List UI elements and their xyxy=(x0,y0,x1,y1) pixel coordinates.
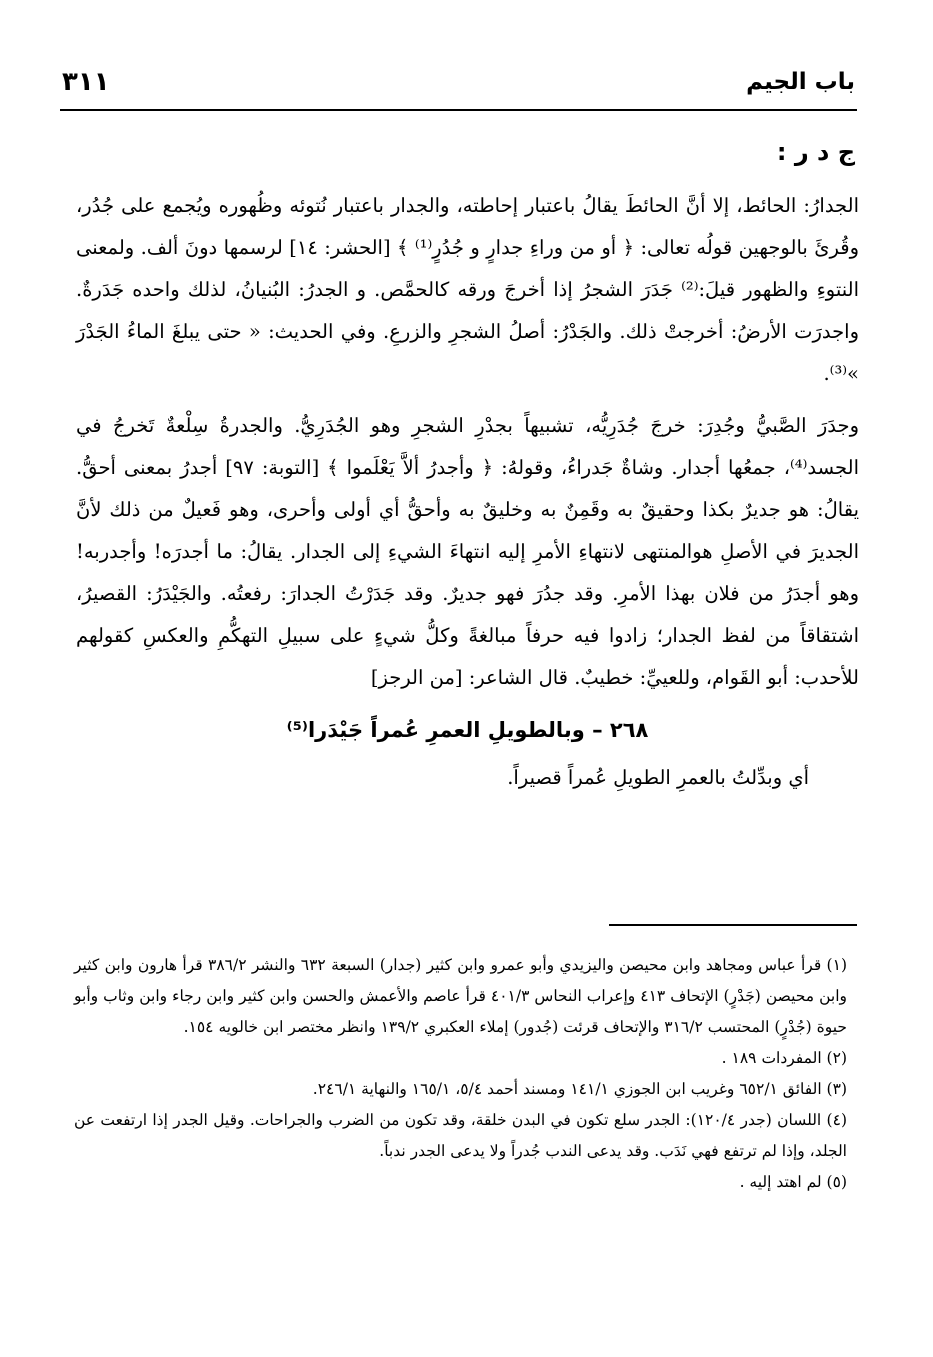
header-divider xyxy=(60,109,857,111)
footnote: (٤) اللسان (جدر ١٢٠/٤): الجدر سلع تكون في البدن خلقة، وقد تكون من الضرب والجراحات. وقيل الجدر إذا ارتفعت عن الجلد، وإذا لم ترتفع فهي نَدَب. وقد يدعى الندب جُدراً ولا يدعى الجدر ندباً. xyxy=(74,1111,847,1160)
footnote: (٢) المفردات ١٨٩ . xyxy=(721,1049,847,1067)
chapter-title: باب الجيم xyxy=(746,69,855,95)
footnote: (٣) الفائق ٦٥٢/١ وغريب ابن الجوزي ١٤١/١ ومسند أحمد ٥/٤، ١٦٥/١ والنهاية ٢٤٦/١. xyxy=(312,1080,847,1098)
page-number: ٣١١ xyxy=(62,67,110,97)
footnote: (١) قرأ عباس ومجاهد وابن محيصن واليزيدي وأبو عمرو وابن كثير (جدار) السبعة ٦٣٢ والنشر ٣٨٦/٢ قرأ هارون وابن كثير وابن محيصن (جَدْرٍ) الإتحاف ٤١٣ وإعراب النحاس ٤٠١/٣ قرأ عاصم والأعمش والحسن وابن كثير وابن رجاء وابن وثاب وأبو حيوة (جُدْرٍ) المحتسب ٣١٦/٢ والإتحاف قرئت (جُدور) إملاء العكبري ١٣٩/٢ وانظر مختصر ابن خالويه ١٥٤. xyxy=(74,956,847,1036)
page-header xyxy=(62,62,855,102)
verse-gloss: أي وبدِّلتُ بالعمرِ الطويلِ عُمراً قصيراً. xyxy=(507,766,809,789)
poetry-verse: ٢٦٨ – وبالطويلِ العمرِ عُمراً جَيْدَرا⁽⁵⁾ xyxy=(286,718,649,742)
paragraph: الجدارُ: الحائط، إلا أنَّ الحائطَ يقالُ باعتبار إحاطته، والجدار باعتبار نُتوئه وظُهوره ويُجمع على جُدُر، وقُرئَ بالوجهين قولُه تعالى: ﴿ أو من وراءِ جدارٍ و جُدُرٍ⁽¹⁾ ﴾ [الحشر: ١٤] لرسمها دونَ ألف. ولمعنى النتوءِ والظهور قيلَ:⁽²⁾ جَدَرَ الشجرُ إذا أخرجَ ورقه كالحمَّص. و الجدرُ: البُنيانُ، لذلك واحده جَدَرةٌ. واجدرَت الأرضُ: أخرجتْ ذلك. والجَدْرُ: أصلُ الشجرِ والزرعِ. وفي الحديث: « حتى يبلغَ الماءُ الجَدْرَ »⁽³⁾. xyxy=(76,194,859,385)
footnote: (٥) لم اهتد إليه . xyxy=(739,1173,847,1191)
footnotes xyxy=(74,950,847,1198)
paragraph: وجدَرَ الصَّبيُّ وجُدِرَ: خرجَ جُدَرِيُّه، تشبيهاً بجدْرِ الشجرِ وهو الجُدَرِيُّ. والجدرةُ سِلْعةٌ تَخرجُ في الجسد⁽⁴⁾، جمعُها أجدار. وشاةٌ جَدراءُ، وقولهُ: ﴿ وأجدرُ ألاَّ يَعْلَموا ﴾ [التوبة: ٩٧] أجدرُ بمعنى أحقُّ. يقالُ: هو جديرٌ بكذا وحقيقٌ به وقَمِنٌ به وخليقٌ به وأحقُّ أي أولى وأحرى، وهو فَعيلٌ من ذلك لأنَّ الجديرَ في الأصلِ هوالمنتهى لانتهاءِ الأمرِ إليه انتهاءَ الشيءِ إلى الجدار. يقالُ: ما أجدرَه! وأجدربه! وهو أجدَرُ من فلان بهذا الأمرِ. وقد جدُرَ فهو جديرٌ. وقد جَدَرْتُ الجدارَ: رفعتُه. والجَيْدَرُ: القصيرُ، اشتقاقاً من لفظ الجدار؛ زادوا فيه حرفاً مبالغةً وكلُّ شيءٍ على سبيلِ التهكُّمِ والعكسِ كقولهم للأحدب: أبو القَوام، وللعييِّ: خطيبٌ. قال الشاعر: [من الرجز] xyxy=(76,414,859,689)
root-heading: ج د ر : xyxy=(776,138,855,166)
entry-body xyxy=(76,185,859,809)
footnote-divider xyxy=(609,924,857,926)
